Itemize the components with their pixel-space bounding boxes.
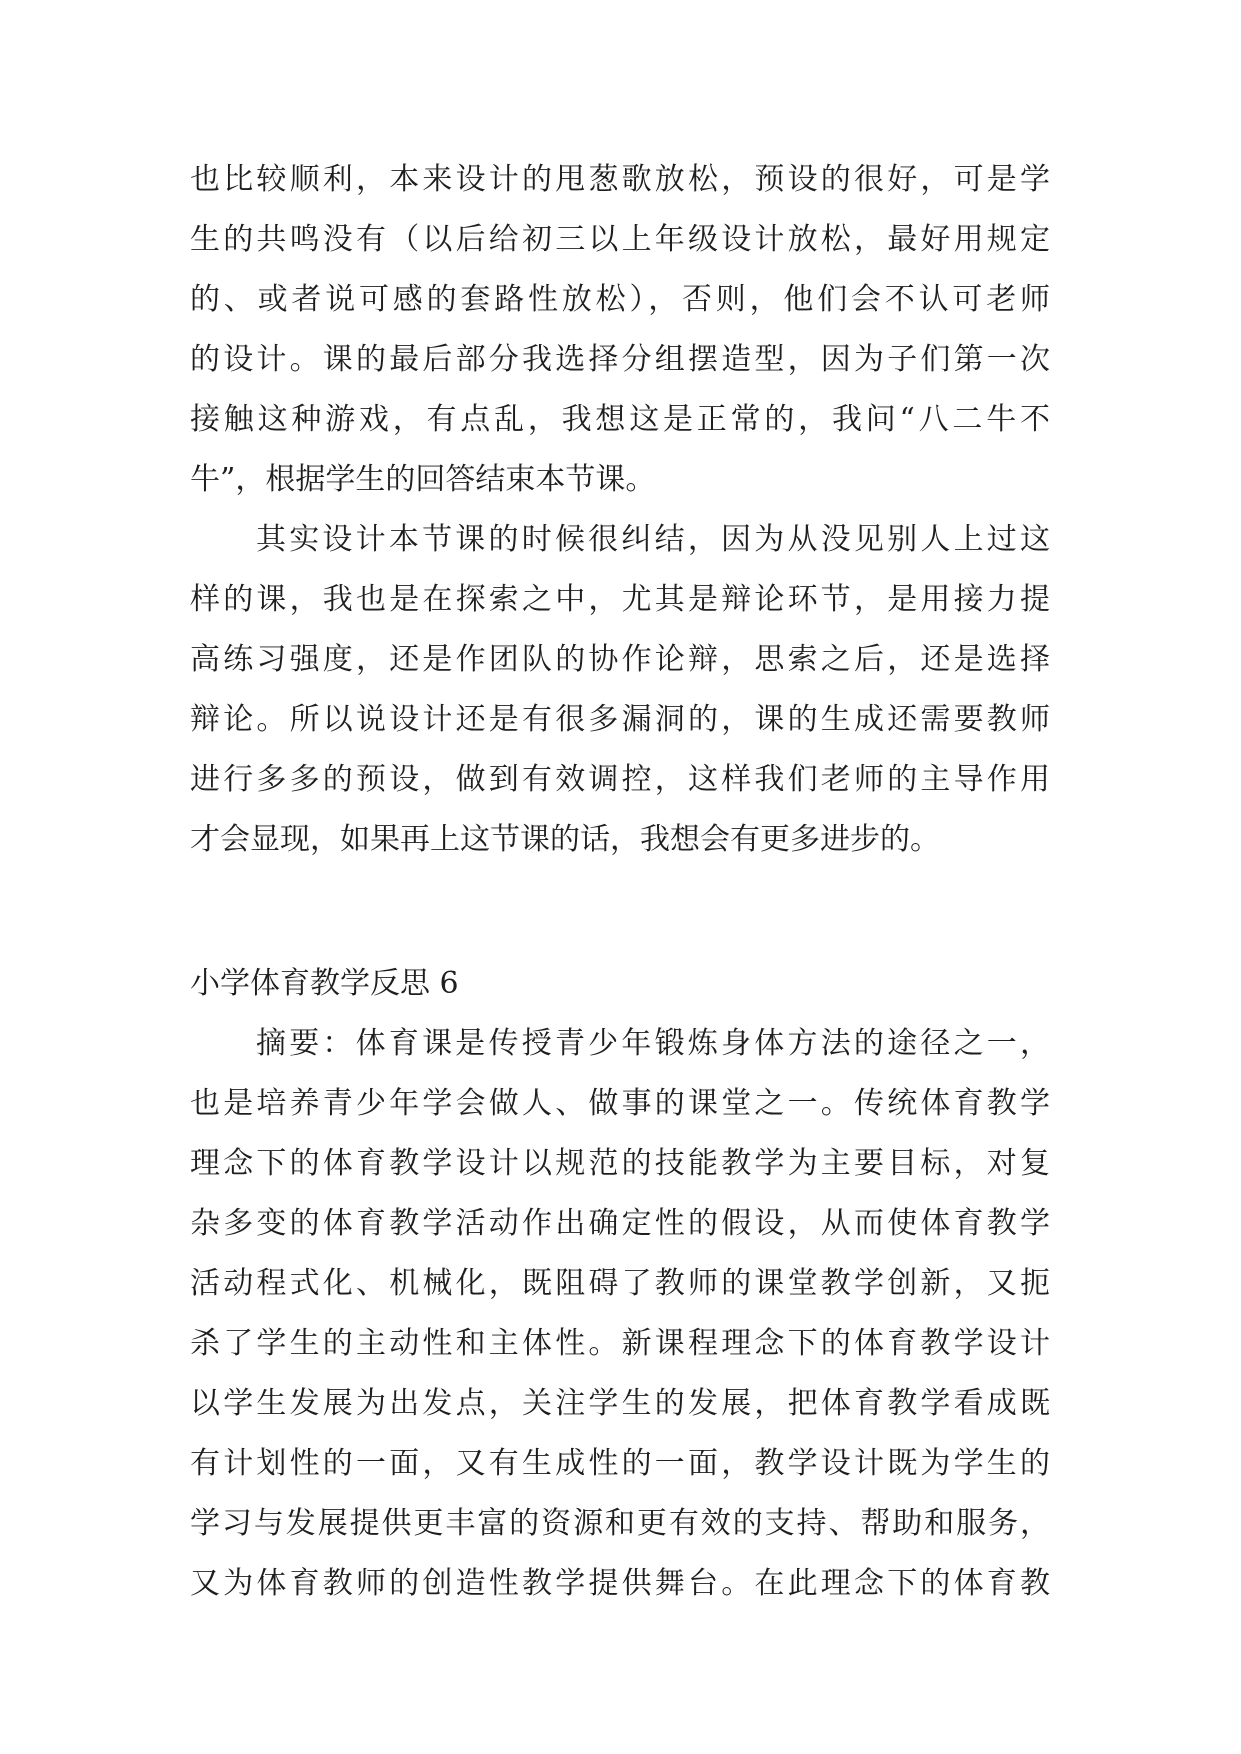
text-line: 杂多变的体育教学活动作出确定性的假设，从而使体育教学 <box>190 1206 1050 1241</box>
document-page <box>190 150 1050 1614</box>
text-line: 又为体育教师的创造性教学提供舞台。在此理念下的体育教 <box>190 1566 1050 1601</box>
text-line: 样的课，我也是在探索之中，尤其是辩论环节，是用接力提 <box>190 582 1050 617</box>
text-line: 的、或者说可感的套路性放松），否则，他们会不认可老师 <box>190 282 1050 317</box>
text-line: 理念下的体育教学设计以规范的技能教学为主要目标，对复 <box>190 1146 1050 1181</box>
text-line: 进行多多的预设，做到有效调控，这样我们老师的主导作用 <box>190 762 1050 797</box>
text-line: 其实设计本节课的时候很纠结，因为从没见别人上过这 <box>256 522 1050 557</box>
text-line: 的设计。课的最后部分我选择分组摆造型，因为子们第一次 <box>190 342 1050 377</box>
text-line: 生的共鸣没有（以后给初三以上年级设计放松，最好用规定 <box>190 222 1050 257</box>
text-line: 学习与发展提供更丰富的资源和更有效的支持、帮助和服务， <box>190 1506 1050 1541</box>
text-line: 也比较顺利，本来设计的甩葱歌放松，预设的很好，可是学 <box>190 162 1050 197</box>
text-line: 有计划性的一面，又有生成性的一面，教学设计既为学生的 <box>190 1446 1050 1481</box>
paragraph-3 <box>190 1014 1050 1614</box>
text-line: 牛”，根据学生的回答结束本节课。 <box>190 462 656 497</box>
section-spacer <box>190 870 1050 954</box>
paragraph-2 <box>190 510 1050 870</box>
text-line: 辩论。所以说设计还是有很多漏洞的，课的生成还需要教师 <box>190 702 1050 737</box>
section-heading: 小学体育教学反思 6 <box>190 966 459 1001</box>
text-line: 也是培养青少年学会做人、做事的课堂之一。传统体育教学 <box>190 1086 1050 1121</box>
text-line: 接触这种游戏，有点乱，我想这是正常的，我问“八二牛不 <box>190 402 1050 437</box>
text-line: 以学生发展为出发点，关注学生的发展，把体育教学看成既 <box>190 1386 1050 1421</box>
paragraph-1 <box>190 150 1050 510</box>
text-line: 才会显现，如果再上这节课的话，我想会有更多进步的。 <box>190 822 940 857</box>
text-line: 杀了学生的主动性和主体性。新课程理念下的体育教学设计 <box>190 1326 1050 1361</box>
text-line: 摘要：体育课是传授青少年锻炼身体方法的途径之一， <box>256 1026 1050 1061</box>
text-line: 活动程式化、机械化，既阻碍了教师的课堂教学创新，又扼 <box>190 1266 1050 1301</box>
text-line: 高练习强度，还是作团队的协作论辩，思索之后，还是选择 <box>190 642 1050 677</box>
